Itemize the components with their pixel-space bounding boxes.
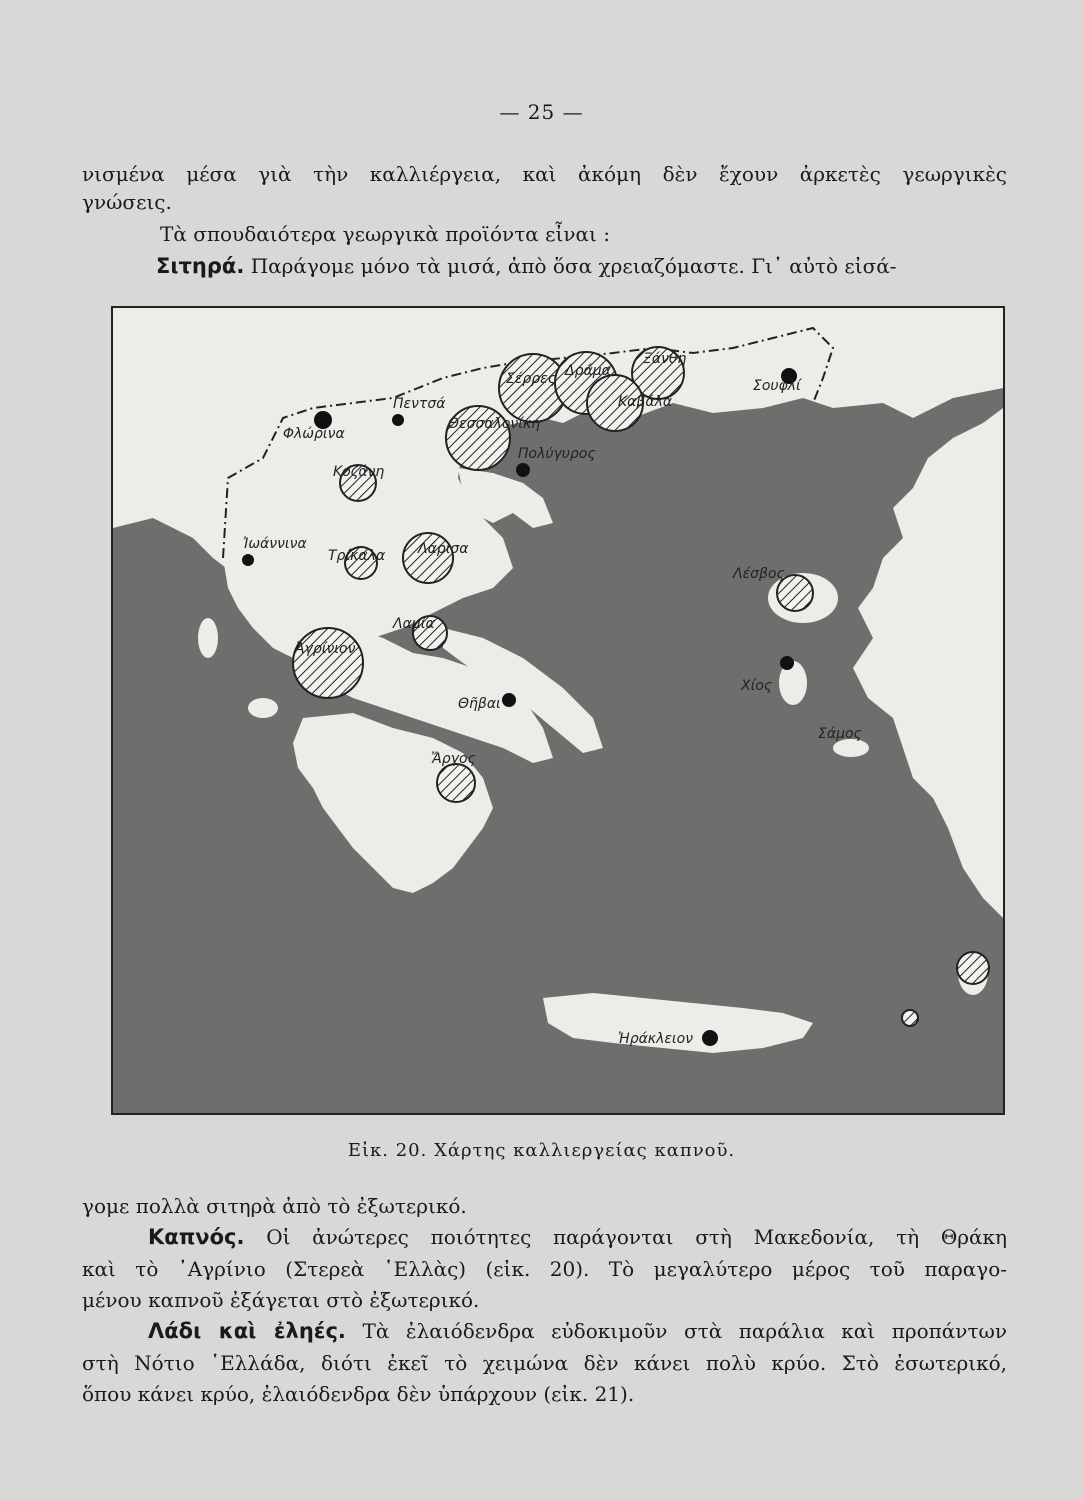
label-irakleion: Ἡράκλειον — [618, 1031, 694, 1047]
label-samos: Σάμος — [818, 726, 862, 742]
tobacco-circle-agrinio — [293, 628, 363, 698]
paragraph-tobacco — [148, 1223, 1007, 1251]
text-line: νισμένα μέσα γιὰ τὴν καλλιέργεια, καὶ ἀκόμη δὲν ἔχουν ἀρκετὲς γεωργικὲς — [82, 162, 1007, 186]
tobacco-circle-karpathos — [902, 1010, 918, 1026]
tobacco-circle-argos — [437, 764, 475, 802]
label-lamia: Λαμία — [393, 616, 435, 632]
text-line: γνώσεις. — [82, 190, 172, 214]
label-serres: Σέρρες — [506, 371, 556, 387]
label-drama: Δράμα — [565, 363, 611, 379]
figure-caption: Εἰκ. 20. Χάρτης καλλιεργείας καπνοῦ. — [347, 1140, 736, 1161]
text-line: Τὰ ἐλαιόδενδρα εὐδοκιμοῦν στὰ παράλια καὶ προπάντων — [362, 1319, 1007, 1343]
tobacco-circle-rhodes — [957, 952, 989, 984]
paragraph-olives — [148, 1317, 1007, 1345]
text-line: ὅπου κάνει κρύο, ἐλαιόδενδρα δὲν ὑπάρχουν (εἰκ. 21). — [82, 1382, 635, 1406]
paragraph-wheat — [156, 252, 1007, 280]
label-larisa: Λάρισα — [418, 541, 469, 557]
text-line: γομε πολλὰ σιτηρὰ ἀπὸ τὸ ἐξωτερικό. — [82, 1194, 467, 1218]
text-line: Παράγομε μόνο τὰ μισά, ἀπὸ ὅσα χρειαζόμαστε. Γι᾽ αὐτὸ εἰσά- — [250, 254, 897, 278]
text-line: μένου καπνοῦ ἐξάγεται στὸ ἐξωτερικό. — [82, 1288, 480, 1312]
label-agrinio: Ἀγρίνιον — [295, 641, 356, 657]
label-polygyros: Πολύγυρος — [518, 446, 596, 462]
label-argos: Ἄργος — [431, 751, 476, 767]
label-thivai: Θῆβαι — [458, 696, 501, 712]
label-pentsa: Πεντσά — [393, 396, 446, 412]
label-florina: Φλώρινα — [283, 426, 345, 442]
label-trikala: Τρίκαλα — [328, 548, 386, 564]
label-ioannina: Ἰωάννινα — [243, 536, 307, 552]
label-soufli: Σουφλί — [753, 378, 801, 394]
text-line: στὴ Νότιο ῾Ελλάδα, διότι ἐκεῖ τὸ χειμώνα δὲν κάνει πολὺ κρύο. Στὸ ἐσωτερικό, — [82, 1351, 1007, 1375]
label-kavala: Καβάλα — [618, 394, 673, 410]
text-line: καὶ τὸ ᾽Αγρίνιο (Στερεὰ ῾Ελλὰς) (εἰκ. 20). Τὸ μεγαλύτερο μέρος τοῦ παραγο- — [82, 1257, 1007, 1281]
text-line: Οἱ ἀνώτερες ποιότητες παράγονται στὴ Μακεδονία, τὴ Θράκη — [266, 1225, 1008, 1249]
page-number: — 25 — — [499, 100, 584, 124]
tobacco-map — [111, 306, 1005, 1115]
label-xanthi: Ξάνθη — [643, 351, 687, 367]
text-line: Τὰ σπουδαιότερα γεωργικὰ προϊόντα εἶναι : — [160, 222, 610, 246]
label-chios: Χίος — [741, 678, 773, 694]
label-thessaloniki: Θεσσαλονίκη — [448, 416, 541, 432]
label-lesvos: Λέσβος — [733, 566, 785, 582]
label-kozani: Κοζάνη — [333, 464, 385, 480]
kefalonia-island — [248, 698, 278, 718]
corfu-island — [198, 618, 218, 658]
section-heading-tobacco: Καπνός. — [148, 1225, 245, 1249]
section-heading-wheat: Σιτηρά. — [156, 254, 245, 278]
section-heading-olives: Λάδι καὶ ἐληές. — [148, 1319, 346, 1343]
